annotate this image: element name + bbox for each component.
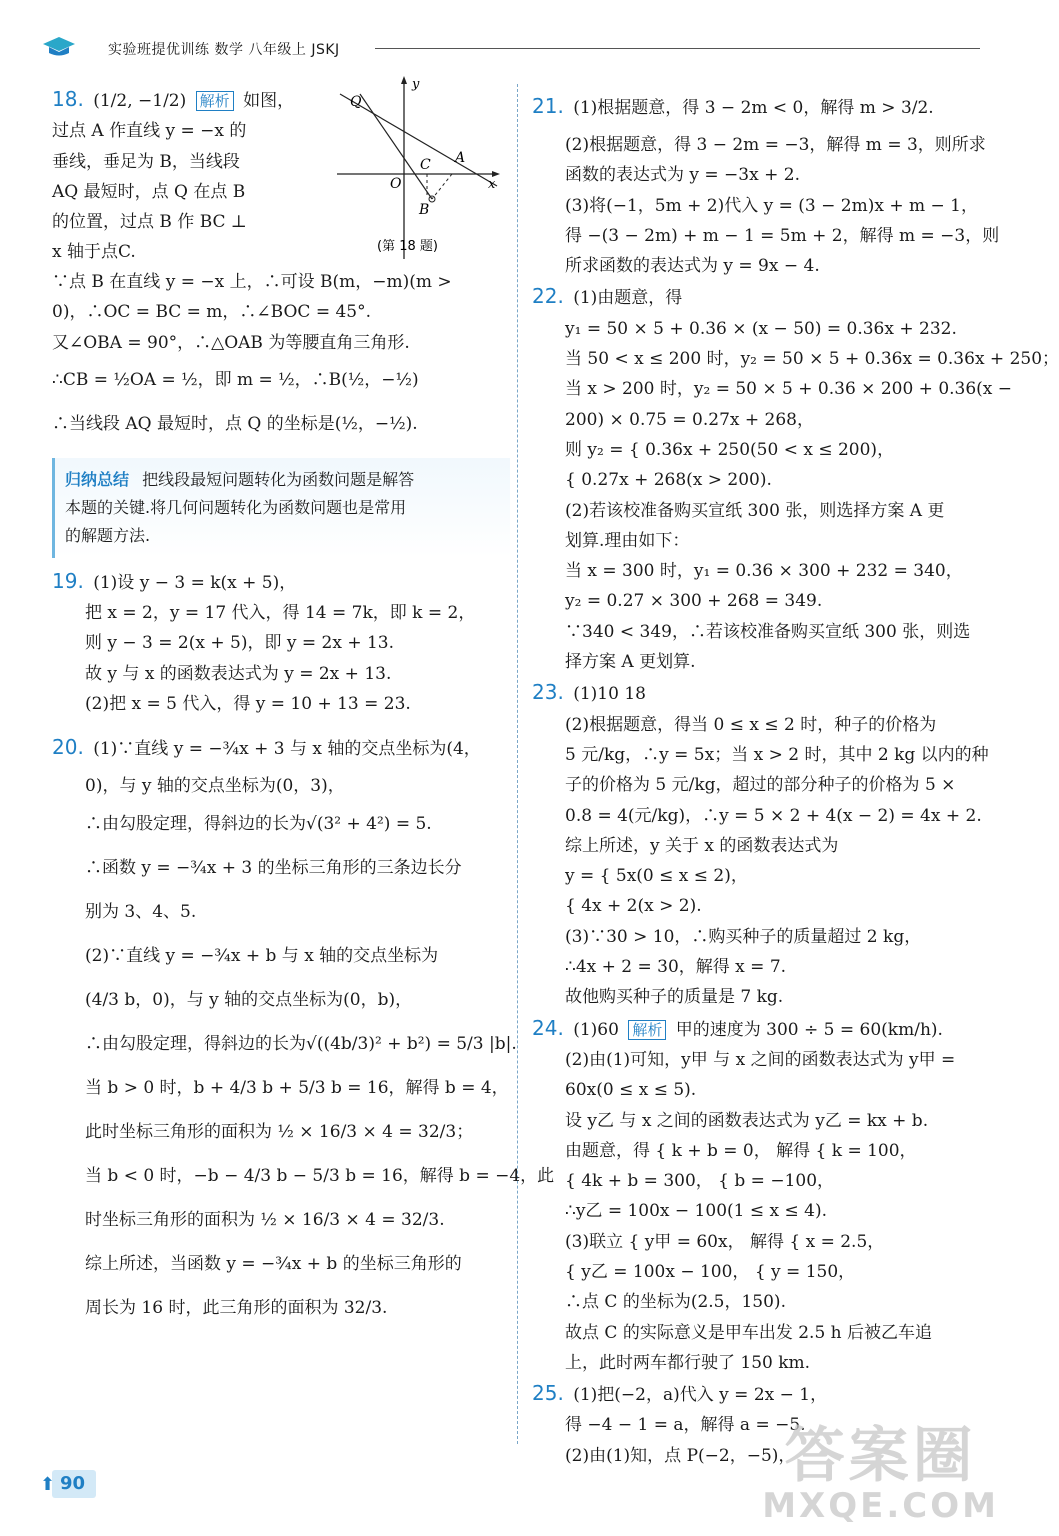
question-number: 23.	[532, 680, 564, 705]
q20-line-10: 当 b < 0 时，−b − 4/3 b − 5/3 b = 16，解得 b = −4，此	[85, 1165, 555, 1186]
header-title: 实验班提优训练 数学 八年级上 JSKJ	[108, 42, 340, 58]
q24-line-11: 上，此时两车都行驶了 150 km.	[565, 1352, 811, 1373]
q18-line-0	[52, 84, 314, 116]
question-24	[532, 1013, 977, 1379]
q24-line-1: (2)由(1)可知，y甲 与 x 之间的函数表达式为 y甲 =	[565, 1049, 956, 1070]
q23-line-3: 子的价格为 5 元/kg，超过的部分种子的价格为 5 ×	[565, 775, 956, 796]
question-22	[532, 281, 1059, 677]
question-number: 20.	[52, 735, 84, 760]
arrow-up-icon: ⬆	[40, 1474, 56, 1495]
figure-18	[332, 74, 507, 264]
q22-line-2: 当 50 < x ≤ 200 时，y₂ = 50 × 5 + 0.36x = 0.36x + 250；	[565, 349, 1059, 370]
q22-line-11: ∵340 < 349，∴若该校准备购买宣纸 300 张，则选	[565, 621, 971, 642]
question-number: 22.	[532, 284, 564, 309]
page-header	[30, 30, 980, 62]
right-column	[532, 84, 1059, 1471]
page-number: 90	[60, 1473, 86, 1494]
q18-rest-line-1: 0)，∴OC = BC = m，∴∠BOC = 45°.	[52, 302, 372, 323]
q22-line-12: 择方案 A 更划算.	[565, 652, 696, 673]
q20-text-0: (1)∵直线 y = −¾x + 3 与 x 轴的交点坐标为(4，	[93, 739, 481, 760]
q22-line-9: 当 x = 300 时，y₁ = 0.36 × 300 + 232 = 340，	[565, 561, 963, 582]
summary-title: 归纳总结	[65, 469, 130, 489]
q24-line-8: { y乙 = 100x − 100， { y = 150，	[565, 1261, 856, 1282]
q23-line-6: y = { 5x(0 ≤ x ≤ 2)，	[565, 866, 748, 887]
q24-line-4: 由题意，得 { k + b = 0， 解得 { k = 100，	[565, 1140, 917, 1161]
q22-line-7: (2)若该校准备购买宣纸 300 张，则选择方案 A 更	[565, 500, 945, 521]
question-number: 25.	[532, 1381, 564, 1406]
summary-line-2: 的解题方法.	[65, 525, 151, 545]
analysis-tag: 解析	[196, 91, 234, 111]
q18-text	[52, 84, 314, 268]
q20-line-8: 当 b > 0 时，b + 4/3 b + 5/3 b = 16，解得 b = 4，	[85, 1077, 509, 1098]
q20-line-2: ∴由勾股定理，得斜边的长为√(3² + 4²) = 5.	[85, 813, 432, 834]
summary-text-0: 把线段最短问题转化为函数问题是解答	[142, 469, 415, 489]
q25-line-2: (2)由(1)知，点 P(−2，−5)，	[565, 1445, 796, 1466]
q21-line-1: (2)根据题意，得 3 − 2m = −3，解得 m = 3，则所求	[565, 135, 986, 155]
q20-line-12: 综上所述，当函数 y = −¾x + b 的坐标三角形的	[85, 1253, 462, 1274]
summary-box	[52, 458, 510, 558]
q18-tag-after: 如图，	[243, 91, 295, 111]
question-number: 18.	[52, 87, 84, 111]
figure-caption: (第 18 题)	[377, 239, 438, 254]
q22-line-6: { 0.27x + 268(x > 200).	[565, 470, 772, 491]
q21-line-5: 所求函数的表达式为 y = 9x − 4.	[565, 256, 820, 277]
q23-line-0	[532, 677, 977, 709]
q23-line-2: 5 元/kg，∴y = 5x；当 x > 2 时，其中 2 kg 以内的种	[565, 744, 989, 765]
q18-line-3: AQ 最短时，点 Q 在点 B	[52, 181, 246, 202]
question-20	[52, 725, 555, 1329]
q18-line-4: 的位置，过点 B 作 BC ⊥	[52, 212, 247, 233]
q23-line-5: 综上所述，y 关于 x 的函数表达式为	[565, 835, 839, 856]
q24-line-5: { 4k + b = 300， { b = −100，	[565, 1171, 835, 1192]
q22-line-3: 当 x > 200 时，y₂ = 50 × 5 + 0.36 × 200 + 0.36(x −	[565, 379, 1013, 400]
q18-rest-line-4: ∴当线段 AQ 最短时，点 Q 的坐标是(½，−½).	[52, 413, 418, 434]
q19-line-1: 把 x = 2，y = 17 代入，得 14 = 7k，即 k = 2，	[85, 603, 476, 624]
q25-line-1: 得 −4 − 1 = a，解得 a = −5.	[565, 1415, 806, 1436]
q21-line-4: 得 −(3 − 2m) + m − 1 = 5m + 2，解得 m = −3，则	[565, 225, 1000, 246]
fig-label-B: B	[419, 202, 430, 218]
fig-label-Q: Q	[350, 94, 362, 110]
q23-line-1: (2)根据题意，得当 0 ≤ x ≤ 2 时，种子的价格为	[565, 714, 937, 735]
q24-first: (1)60	[573, 1019, 619, 1040]
q20-line-4: 别为 3、4、5.	[85, 901, 197, 922]
q20-line-11: 时坐标三角形的面积为 ½ × 16/3 × 4 = 32/3.	[85, 1209, 445, 1230]
q24-line-0	[532, 1013, 977, 1045]
q22-line-8: 划算.理由如下：	[565, 530, 690, 551]
q18-line-1: 过点 A 作直线 y = −x 的	[52, 121, 247, 142]
header-rule	[375, 48, 980, 49]
q23-line-9: ∴4x + 2 = 30，解得 x = 7.	[565, 957, 787, 978]
fig-label-x: x	[488, 177, 496, 192]
q20-line-13: 周长为 16 时，此三角形的面积为 32/3.	[85, 1297, 388, 1318]
fig-label-C: C	[420, 157, 431, 173]
q18-rest-line-0: ∵点 B 在直线 y = −x 上，∴可设 B(m，−m)(m >	[52, 272, 452, 292]
analysis-tag: 解析	[628, 1020, 666, 1040]
q18-line-2: 垂线，垂足为 B，当线段	[52, 151, 240, 172]
fig-label-O: O	[390, 176, 402, 192]
q18-rest	[52, 267, 507, 446]
watermark	[762, 1408, 999, 1526]
q22-line-5: 则 y₂ = { 0.36x + 250(50 < x ≤ 200)，	[565, 439, 895, 460]
question-21	[532, 84, 1000, 281]
q24-line-9: ∴点 C 的坐标为(2.5，150).	[565, 1292, 786, 1313]
q22-text-0: (1)由题意，得	[573, 288, 683, 309]
graduation-cap-icon	[42, 36, 76, 58]
q19-text-0: (1)设 y − 3 = k(x + 5)，	[93, 572, 297, 593]
question-number: 19.	[52, 568, 84, 593]
q22-line-0	[532, 281, 977, 313]
q20-line-6: (4/3 b，0)，与 y 轴的交点坐标为(0，b)，	[85, 989, 413, 1010]
q21-line-3: (3)将(−1，5m + 2)代入 y = (3 − 2m)x + m − 1，	[565, 195, 978, 216]
q23-line-4: 0.8 = 4(元/kg)，∴y = 5 × 2 + 4(x − 2) = 4x + 2.	[565, 805, 982, 826]
q20-line-5: (2)∵直线 y = −¾x + b 与 x 轴的交点坐标为	[85, 945, 439, 966]
q20-line-3: ∴函数 y = −¾x + 3 的坐标三角形的三条边长分	[85, 857, 462, 878]
q23-line-7: { 4x + 2(x > 2).	[565, 896, 702, 917]
q24-tag-after: 甲的速度为 300 ÷ 5 = 60(km/h).	[675, 1019, 943, 1040]
q19-line-4: (2)把 x = 5 代入，得 y = 10 + 13 = 23.	[85, 694, 411, 715]
q25-text-0: (1)把(−2，a)代入 y = 2x − 1，	[573, 1385, 828, 1406]
watermark-top: 答案圈	[784, 1421, 977, 1491]
q22-line-10: y₂ = 0.27 × 300 + 268 = 349.	[565, 591, 823, 612]
q19-line-0	[52, 566, 507, 598]
q23-line-8: (3)∵30 > 10，∴购买种子的质量超过 2 kg，	[565, 926, 922, 947]
question-number: 21.	[532, 94, 564, 118]
q25-line-0	[532, 1378, 977, 1410]
q21-line-2: 函数的表达式为 y = −3x + 2.	[565, 165, 800, 186]
q24-line-10: 故点 C 的实际意义是甲车出发 2.5 h 后被乙车追	[565, 1322, 933, 1343]
q24-line-6: ∴y乙 = 100x − 100(1 ≤ x ≤ 4).	[565, 1201, 827, 1222]
summary-line-1: 本题的关键.将几何问题转化为函数问题也是常用	[65, 497, 407, 517]
q20-line-0	[52, 725, 507, 771]
question-19	[52, 566, 507, 719]
column-divider	[517, 84, 518, 1444]
question-18	[52, 77, 507, 267]
summary-line-0	[65, 466, 510, 494]
q19-line-2: 则 y − 3 = 2(x + 5)，即 y = 2x + 13.	[85, 633, 395, 654]
q18-rest-line-3: ∴CB = ½OA = ½，即 m = ½，∴B(½，−½)	[52, 369, 419, 390]
q20-line-7: ∴由勾股定理，得斜边的长为√((4b/3)² + b²) = 5/3 |b|.	[85, 1033, 517, 1054]
q22-line-1: y₁ = 50 × 5 + 0.36 × (x − 50) = 0.36x + 232.	[565, 318, 957, 339]
fig-label-A: A	[455, 150, 466, 166]
q20-line-9: 此时坐标三角形的面积为 ½ × 16/3 × 4 = 32/3；	[85, 1121, 474, 1142]
page-number-badge	[40, 1470, 96, 1498]
q18-answer: (1/2, −1/2)	[93, 91, 187, 111]
q24-line-3: 设 y乙 与 x 之间的函数表达式为 y乙 = kx + b.	[565, 1110, 929, 1131]
q21-line-0	[532, 84, 977, 130]
fig-label-y: y	[412, 77, 420, 92]
q23-text-0: (1)10 18	[573, 684, 646, 705]
q23-line-10: 故他购买种子的质量是 7 kg.	[565, 987, 784, 1008]
question-23	[532, 677, 989, 1012]
question-number: 24.	[532, 1015, 564, 1040]
watermark-bottom: MXQE.COM	[762, 1486, 999, 1526]
q21-text-0: (1)根据题意，得 3 − 2m < 0，解得 m > 3/2.	[573, 98, 934, 118]
q20-line-1: 0)，与 y 轴的交点坐标为(0，3)，	[85, 776, 345, 797]
q24-line-7: (3)联立 { y甲 = 60x， 解得 { x = 2.5，	[565, 1231, 885, 1252]
q19-line-3: 故 y 与 x 的函数表达式为 y = 2x + 13.	[85, 663, 392, 684]
q18-rest-line-2: 又∠OBA = 90°，∴△OAB 为等腰直角三角形.	[52, 332, 410, 353]
q24-line-2: 60x(0 ≤ x ≤ 5).	[565, 1080, 697, 1101]
q22-line-4: 200) × 0.75 = 0.27x + 268，	[565, 409, 814, 430]
q18-line-5: x 轴于点C.	[52, 242, 136, 263]
